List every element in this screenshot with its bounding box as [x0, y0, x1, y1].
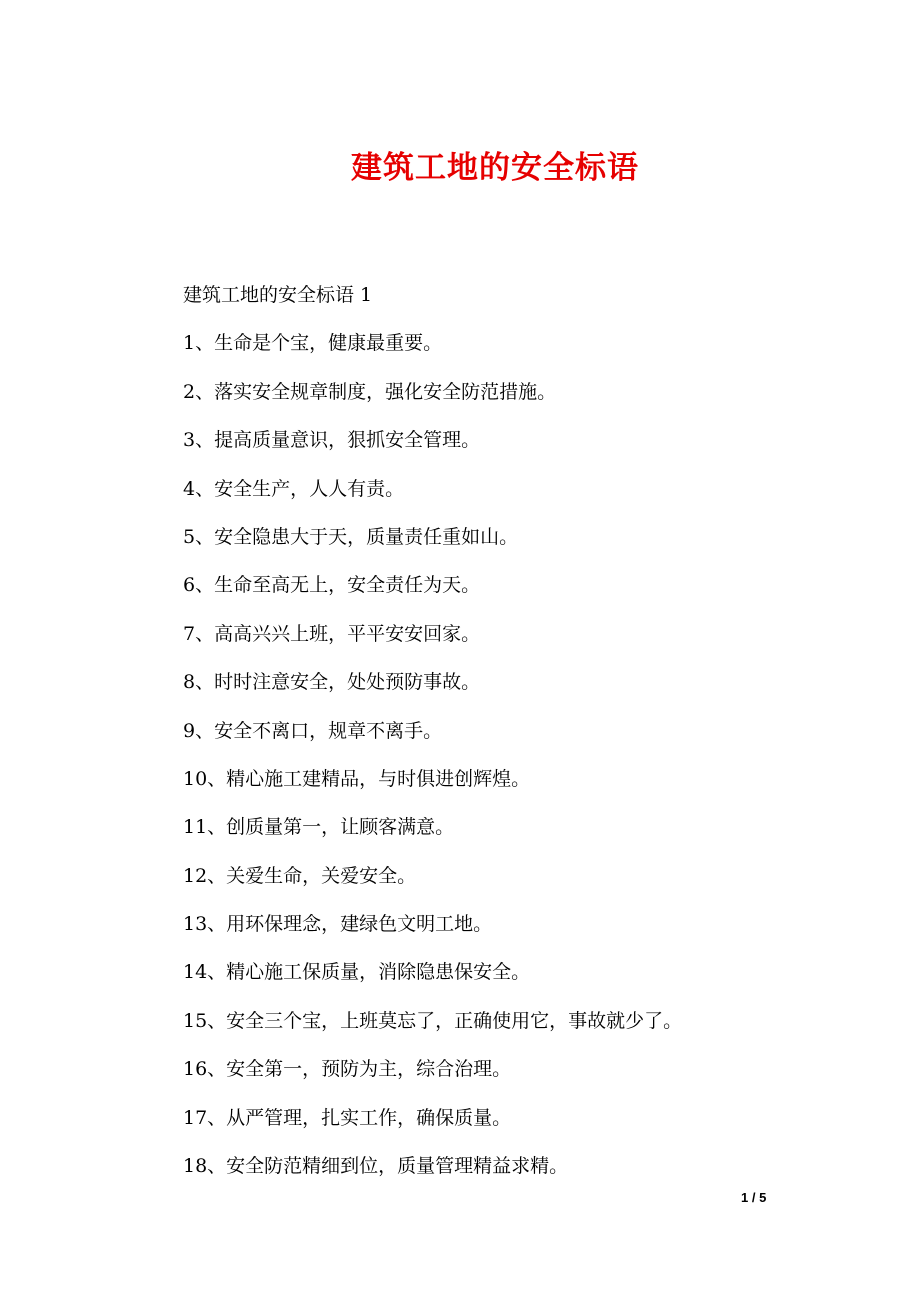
- slogan-item: 14、精心施工保质量，消除隐患保安全。: [183, 961, 531, 984]
- slogan-item: 11、创质量第一，让顾客满意。: [183, 816, 455, 839]
- slogan-item: 4、安全生产，人人有责。: [183, 477, 405, 500]
- document-title: 建筑工地的安全标语: [351, 150, 639, 186]
- slogan-item: 13、用环保理念，建绿色文明工地。: [183, 913, 493, 936]
- slogan-item: 8、时时注意安全，处处预防事故。: [183, 671, 481, 694]
- section-heading: 建筑工地的安全标语 1: [183, 284, 373, 306]
- slogan-item: 12、关爱生命，关爱安全。: [183, 864, 417, 887]
- slogan-item: 18、安全防范精细到位，质量管理精益求精。: [183, 1155, 569, 1178]
- slogan-item: 9、安全不离口，规章不离手。: [183, 719, 443, 742]
- slogan-item: 16、安全第一，预防为主，综合治理。: [183, 1058, 512, 1081]
- slogan-item: 7、高高兴兴上班，平平安安回家。: [183, 622, 481, 645]
- slogan-item: 17、从严管理，扎实工作，确保质量。: [183, 1106, 512, 1129]
- slogan-item: 3、提高质量意识，狠抓安全管理。: [183, 429, 481, 452]
- slogan-item: 1、生命是个宝，健康最重要。: [183, 332, 443, 355]
- slogan-item: 15、安全三个宝，上班莫忘了，正确使用它，事故就少了。: [183, 1009, 683, 1032]
- page-number: 1 / 5: [741, 1190, 767, 1205]
- slogan-item: 10、精心施工建精品，与时俱进创辉煌。: [183, 767, 531, 790]
- slogan-item: 5、安全隐患大于天，质量责任重如山。: [183, 525, 519, 548]
- slogan-item: 2、落实安全规章制度，强化安全防范措施。: [183, 380, 557, 403]
- slogan-item: 6、生命至高无上，安全责任为天。: [183, 574, 481, 597]
- document-body: [183, 276, 803, 1195]
